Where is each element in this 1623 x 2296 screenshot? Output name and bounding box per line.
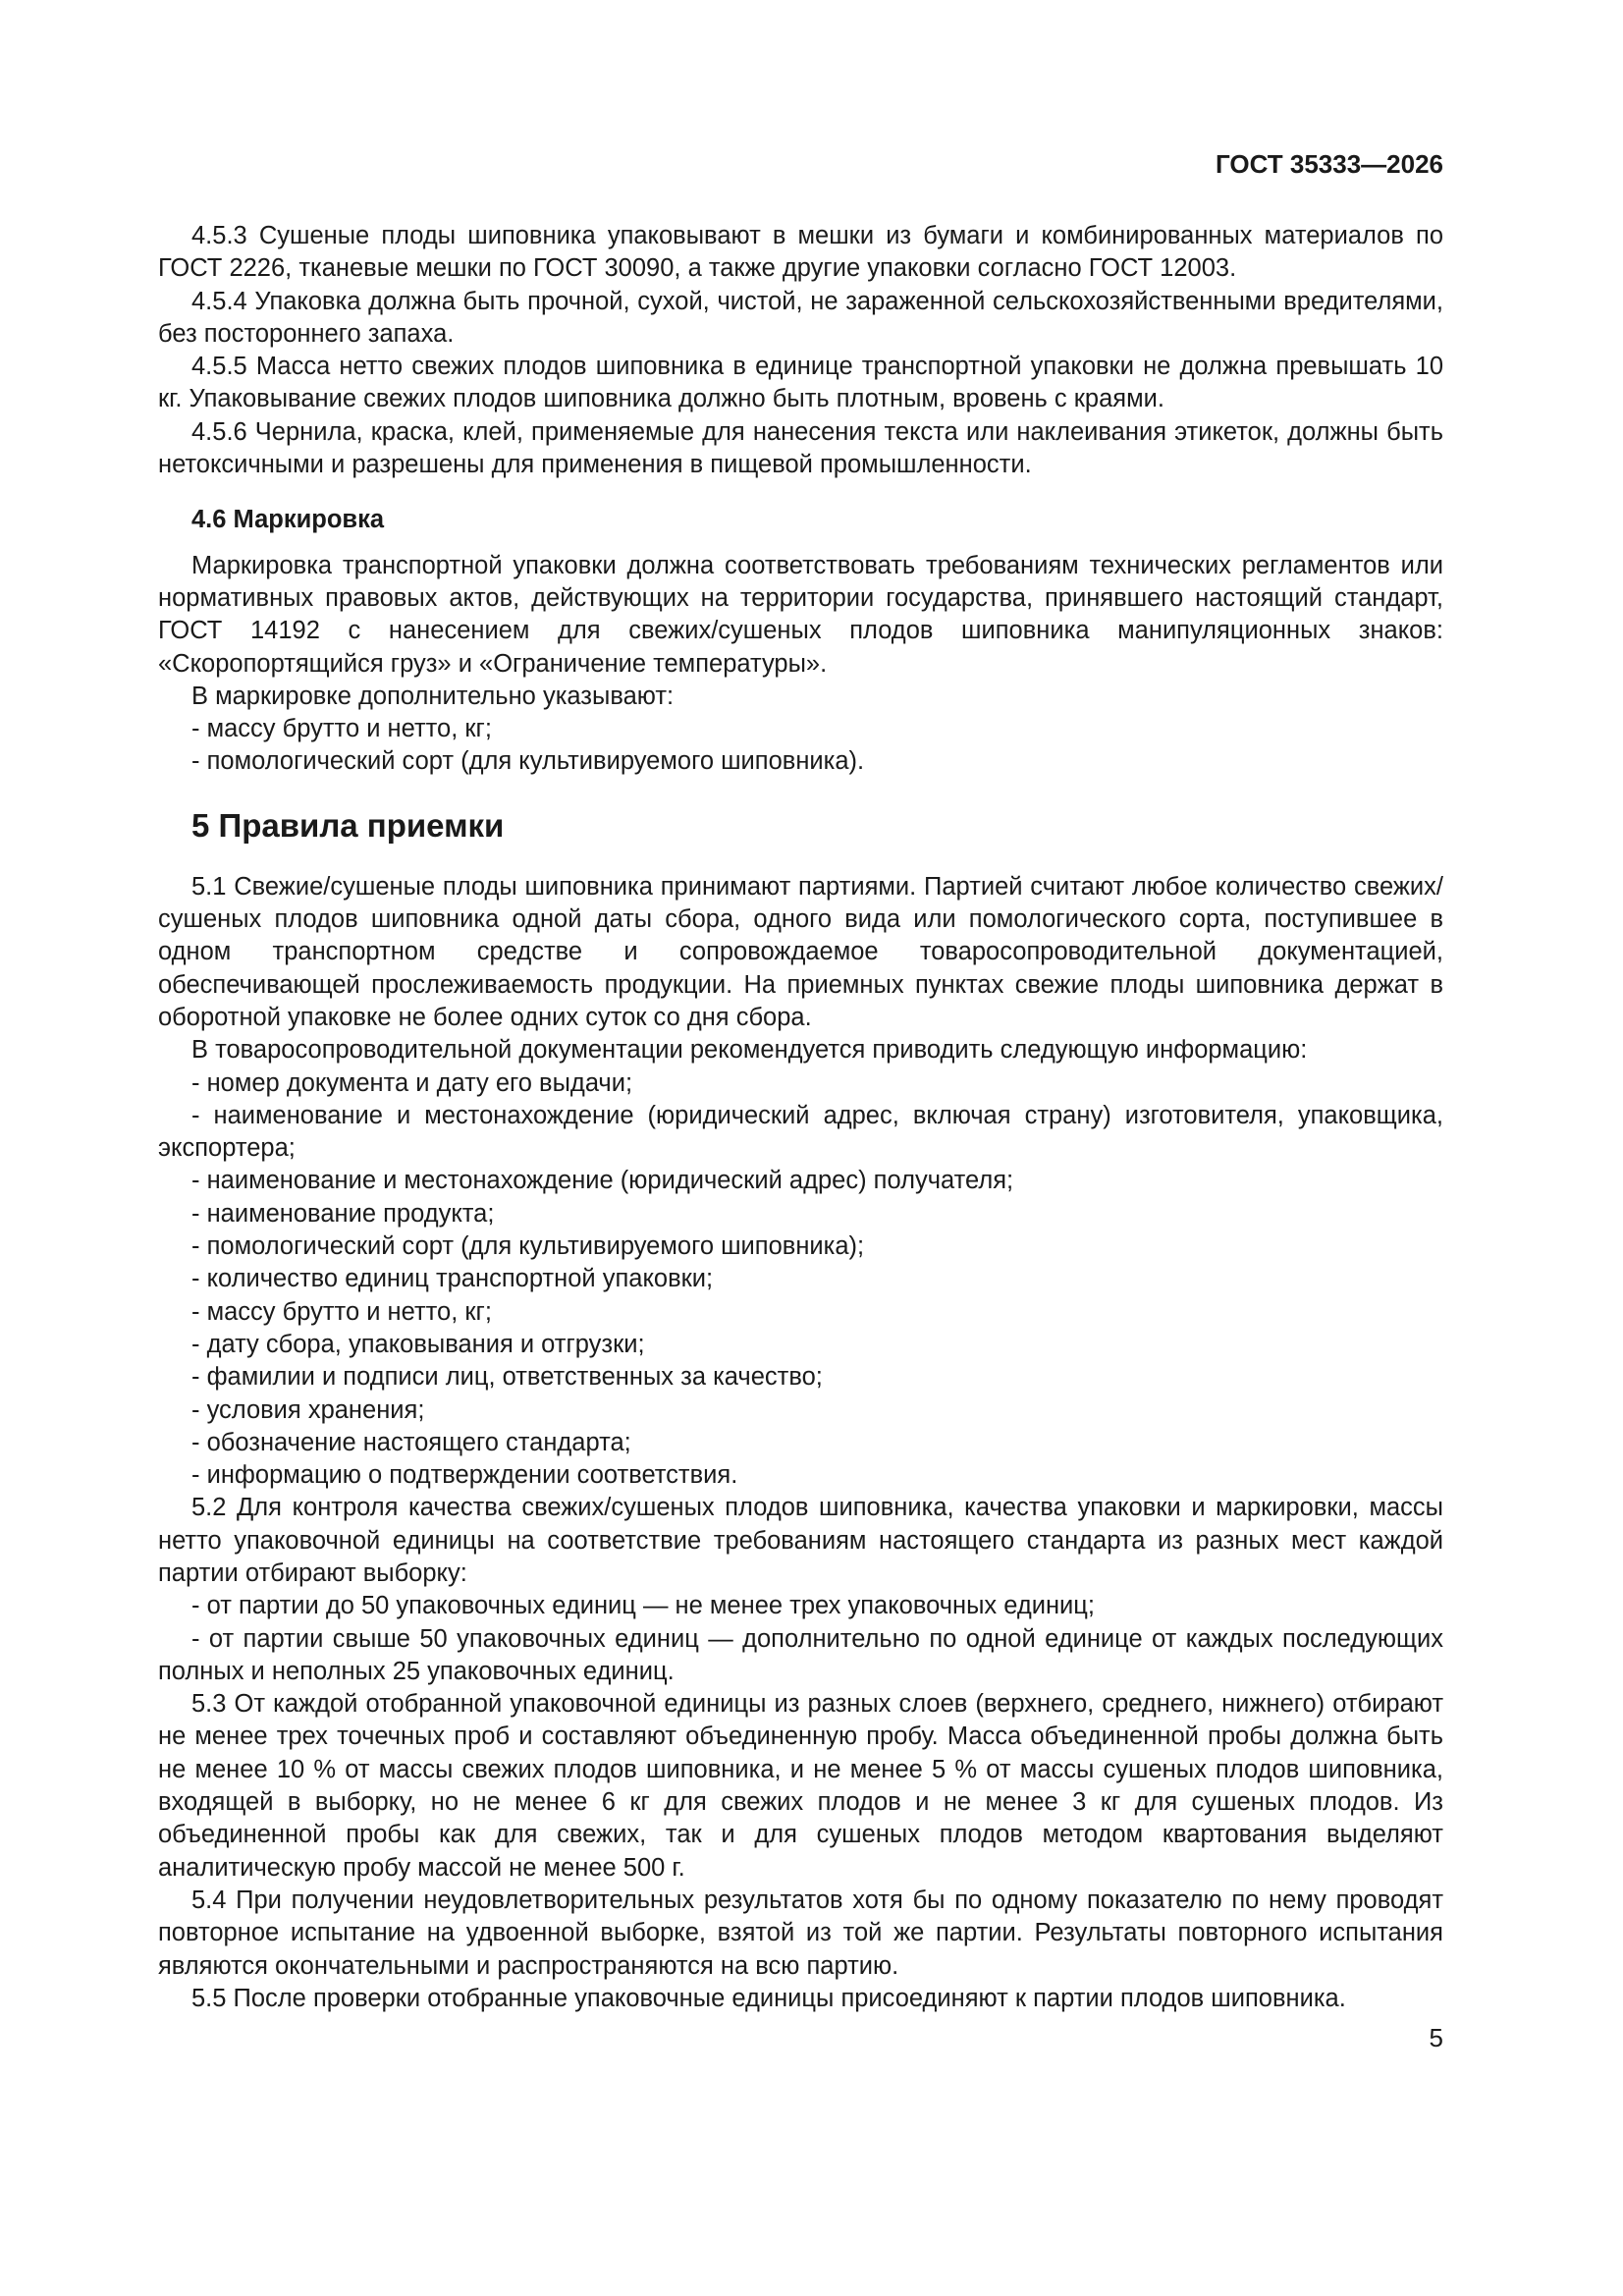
list-item: - количество единиц транспортной упаковки; [191, 1265, 714, 1293]
list-item: - обозначение настоящего стандарта; [191, 1428, 631, 1456]
list-item: - от партии до 50 упаковочных единиц — не менее трех упаковочных единиц; [191, 1592, 1095, 1620]
document-body [158, 220, 1443, 2015]
list-item: - помологический сорт (для культивируемого шиповника). [191, 747, 865, 776]
section-heading-4-6: 4.6 Маркировка [191, 506, 385, 534]
list-item: - от партии свыше 50 упаковочных единиц — дополнительно по одной единице от каждых последующих полных и неполных 25 упаковочных единиц. [158, 1624, 1443, 1685]
list-item: - массу брутто и нетто, кг; [191, 1297, 492, 1326]
list-item: - наименование и местонахождение (юридический адрес, включая страну) изготовителя, упаковщика, экспортера; [158, 1101, 1443, 1163]
section-heading-5: 5 Правила приемки [191, 806, 505, 844]
paragraph-5-1: 5.1 Свежие/сушеные плоды шиповника принимают партиями. Партией считают любое количество свежих/сушеных плодов шиповника одной даты сбора, одного вида или помологического сорта, поступившее в одном транспортном средстве и сопровождаемое товаросопроводительной документацией, обеспечивающей прослеживаемость продукции. На приемных пунктах свежие плоды шиповника держат в оборотной упаковке не более одних суток со дня сбора. [158, 872, 1443, 1031]
standard-designation: ГОСТ 35333—2026 [1216, 149, 1443, 179]
list-item: - наименование и местонахождение (юридический адрес) получателя; [191, 1167, 1014, 1195]
paragraph-5-4: 5.4 При получении неудовлетворительных результатов хотя бы по одному показателю по нему проводят повторное испытание на удвоенной выборке, взятой из той же партии. Результаты повторного испытания являются окончательными и распространяются на всю партию. [158, 1886, 1443, 1980]
list-item: - условия хранения; [191, 1395, 425, 1424]
list-item: - информацию о подтверждении соответствия. [191, 1461, 738, 1490]
list-item: - помологический сорт (для культивируемого шиповника); [191, 1232, 865, 1261]
paragraph-4-6-marking: Маркировка транспортной упаковки должна соответствовать требованиям технических регламентов или нормативных правовых актов, действующих на территории государства, принявшего настоящий стандарт, ГОСТ 14192 с нанесением для свежих/сушеных плодов шиповника манипуляционных знаков: «Скоропортящийся груз» и «Ограничение температуры». [158, 551, 1443, 678]
paragraph-5-2: 5.2 Для контроля качества свежих/сушеных плодов шиповника, качества упаковки и маркировки, массы нетто упаковочной единицы на соответствие требованиям настоящего стандарта из разных мест каждой партии отбирают выборку: [158, 1494, 1443, 1587]
paragraph-4-5-3: 4.5.3 Сушеные плоды шиповника упаковывают в мешки из бумаги и комбинированных материалов по ГОСТ 2226, тканевые мешки по ГОСТ 30090, а также другие упаковки согласно ГОСТ 12003. [158, 222, 1443, 283]
paragraph-5-3: 5.3 От каждой отобранной упаковочной единицы из разных слоев (верхнего, среднего, нижнего) отбирают не менее трех точечных проб и составляют объединенную пробу. Масса объединенной пробы должна быть не менее 10 % от массы свежих плодов шиповника, и не менее 5 % от массы сушеных плодов шиповника, входящей в выборку, но не менее 6 кг для свежих плодов и не менее 3 кг для сушеных плодов. Из объединенной пробы как для свежих, так и для сушеных плодов методом квартования выделяют аналитическую пробу массой не менее 500 г. [158, 1690, 1443, 1882]
paragraph-4-5-5: 4.5.5 Масса нетто свежих плодов шиповника в единице транспортной упаковки не должна превышать 10 кг. Упаковывание свежих плодов шиповника должно быть плотным, вровень с краями. [158, 353, 1443, 413]
paragraph-5-5: 5.5 После проверки отобранные упаковочные единицы присоединяют к партии плодов шиповника. [191, 1984, 1346, 2012]
list-item: - дату сбора, упаковывания и отгрузки; [191, 1330, 645, 1358]
list-item: - фамилии и подписи лиц, ответственных за качество; [191, 1363, 823, 1392]
list-item: - номер документа и дату его выдачи; [191, 1068, 633, 1097]
paragraph-4-6-additional: В маркировке дополнительно указывают: [191, 682, 675, 710]
list-item: - массу брутто и нетто, кг; [191, 715, 492, 743]
paragraph-4-5-4: 4.5.4 Упаковка должна быть прочной, сухой, чистой, не зараженной сельскохозяйственными вредителями, без постороннего запаха. [158, 287, 1443, 348]
paragraph-4-5-6: 4.5.6 Чернила, краска, клей, применяемые для нанесения текста или наклеивания этикеток, должны быть нетоксичными и разрешены для применения в пищевой промышленности. [158, 417, 1443, 479]
page-number: 5 [1429, 2023, 1443, 2052]
list-item: - наименование продукта; [191, 1199, 495, 1228]
paragraph-5-1-info: В товаросопроводительной документации рекомендуется приводить следующую информацию: [191, 1036, 1308, 1065]
